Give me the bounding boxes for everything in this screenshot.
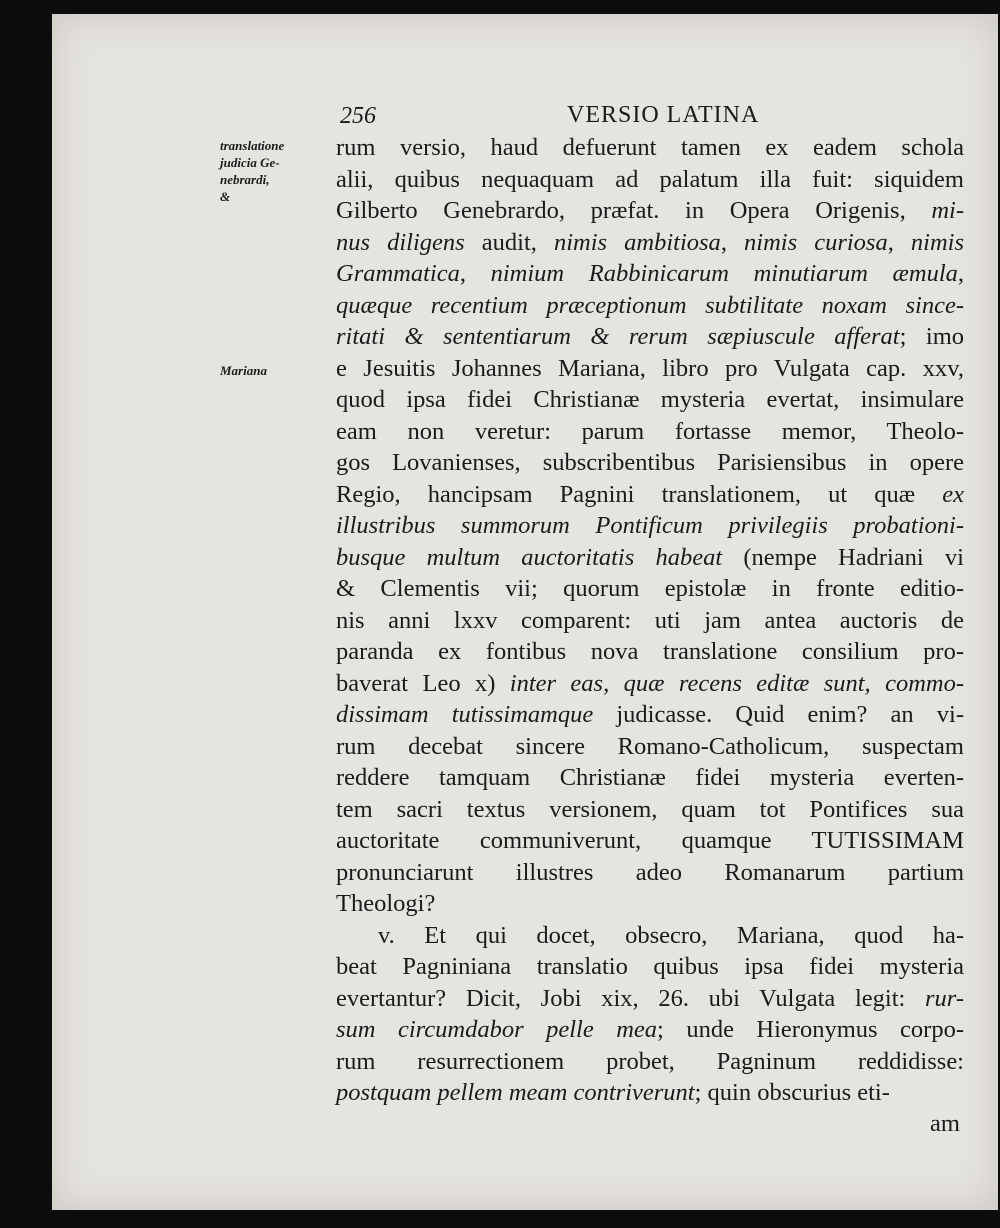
italic-run: dissimam tutissimamque: [336, 701, 594, 728]
text-run: audit,: [464, 228, 554, 256]
text-run: alii, quibus nequaquam ad palatum illa fuit: siquidem: [336, 165, 964, 193]
text-run: ,: [720, 228, 745, 256]
page-number: 256: [340, 103, 376, 129]
text-line: [336, 132, 964, 164]
text-run: reddere tamquam Christianæ fidei mysteria everten-: [336, 764, 964, 791]
italic-run: ex: [942, 480, 964, 508]
text-run: (nempe Hadriani vi: [722, 543, 964, 571]
italic-run: illustribus summorum Pontificum privilegiis probationi-: [336, 512, 964, 539]
text-line: [336, 731, 964, 763]
text-run: Gilberto Genebrardo, præfat. in Opera Origenis,: [336, 197, 932, 224]
margin-note-line: translatione: [220, 138, 285, 153]
text-run: evertantur? Dicit, Jobi xix, 26. ubi Vulgata legit:: [336, 984, 925, 1012]
text-run: tem sacri textus versionem, quam tot Pontifices sua: [336, 795, 964, 823]
text-line: [336, 479, 964, 511]
italic-run: ritati & sententiarum & rerum sæpiuscule afferat: [336, 323, 900, 350]
text-line: [336, 983, 964, 1015]
text-line: [336, 447, 964, 479]
running-title: VERSIO LATINA: [567, 102, 760, 128]
text-line: [336, 353, 964, 385]
text-line: [336, 510, 964, 542]
italic-run: rur-: [925, 984, 964, 1012]
text-run: nis anni lxxv comparent: uti jam antea auctoris de: [336, 606, 964, 634]
italic-run: Grammatica: [336, 260, 460, 287]
text-line: [336, 605, 964, 637]
italic-run: postquam pellem meam contriverunt: [336, 1079, 695, 1106]
text-line: [336, 794, 964, 826]
text-line: [336, 384, 964, 416]
text-run: auctoritate communiverunt, quamque TUTISSIMAM: [336, 827, 964, 854]
catchword: am: [930, 1110, 960, 1137]
text-line: [336, 951, 964, 983]
body-text: [336, 132, 964, 1109]
text-line: [336, 227, 964, 259]
text-line: [336, 195, 964, 227]
text-line: [336, 825, 964, 857]
text-run: pronunciarunt illustres adeo Romanarum partium: [336, 858, 964, 886]
margin-note-line: Mariana: [220, 363, 267, 378]
text-run: & Clementis vii; quorum epistolæ in fronte editio-: [336, 575, 964, 602]
text-line: [336, 668, 964, 700]
text-run: paranda ex fontibus nova translatione consilium pro-: [336, 638, 964, 665]
italic-run: mi-: [931, 197, 964, 224]
text-line: [336, 857, 964, 889]
text-run: rum decebat sincere Romano-Catholicum, suspectam: [336, 732, 964, 760]
text-line: [336, 1077, 964, 1109]
text-run: quod ipsa fidei Christianæ mysteria evertat, insimulare: [336, 386, 964, 413]
text-line: [336, 573, 964, 605]
text-run: rum resurrectionem probet, Pagninum reddidisse:: [336, 1047, 964, 1075]
text-run: judicasse. Quid enim? an vi-: [593, 701, 964, 728]
italic-run: nimis curiosa: [744, 228, 888, 256]
text-line: [336, 542, 964, 574]
text-run: baverat Leo x): [336, 669, 510, 697]
italic-run: nimium Rabbinicarum minutiarum æmula,: [490, 260, 965, 287]
italic-run: busque multum auctoritatis habeat: [336, 543, 723, 571]
text-run: Theologi?: [336, 890, 436, 917]
italic-run: inter eas, quæ recens editæ sunt, commo-: [509, 669, 964, 697]
text-line: [336, 290, 964, 322]
margin-note-mariana: [220, 362, 330, 379]
text-run: v. Et qui docet, obsecro, Mariana, quod ha-: [378, 921, 964, 949]
text-run: gos Lovanienses, subscribentibus Parisiensibus in opere: [336, 449, 964, 476]
text-run: Regio, hancipsam Pagnini translationem, ut quæ: [336, 480, 943, 508]
italic-run: sum circumdabor pelle mea: [336, 1016, 658, 1043]
text-run: beat Pagniniana translatio quibus ipsa fidei mysteria: [336, 953, 964, 980]
text-line: [336, 888, 964, 920]
text-line: [336, 1046, 964, 1078]
text-run: eam non veretur: parum fortasse memor, Theolo-: [336, 417, 964, 445]
text-line: [336, 321, 964, 353]
text-run: ; unde Hieronymus corpo-: [657, 1016, 964, 1043]
text-run: ; quin obscurius eti-: [694, 1079, 890, 1106]
text-line: [336, 1014, 964, 1046]
italic-run: quæque recentium præceptionum subtilitate noxam since-: [336, 291, 964, 319]
italic-run: nus diligens: [336, 228, 465, 256]
text-line: [336, 762, 964, 794]
text-line: [336, 920, 964, 952]
text-run: e Jesuitis Johannes Mariana, libro pro Vulgata cap. xxv,: [336, 354, 964, 382]
text-line: [336, 699, 964, 731]
margin-note-line: judicia Ge-: [220, 155, 280, 170]
italic-run: nimis ambitiosa: [553, 228, 721, 256]
text-run: ; imo: [899, 323, 965, 350]
text-line: [336, 636, 964, 668]
text-run: rum versio, haud defuerunt tamen ex eadem schola: [336, 134, 964, 161]
text-line: [336, 258, 964, 290]
margin-note-line: &: [220, 189, 231, 204]
margin-note-genebrardus: [220, 137, 330, 205]
text-run: ,: [459, 260, 491, 287]
text-line: [336, 416, 964, 448]
margin-note-line: nebrardi,: [220, 172, 270, 187]
italic-run: nimis: [910, 228, 965, 256]
text-run: ,: [887, 228, 911, 256]
text-line: [336, 164, 964, 196]
